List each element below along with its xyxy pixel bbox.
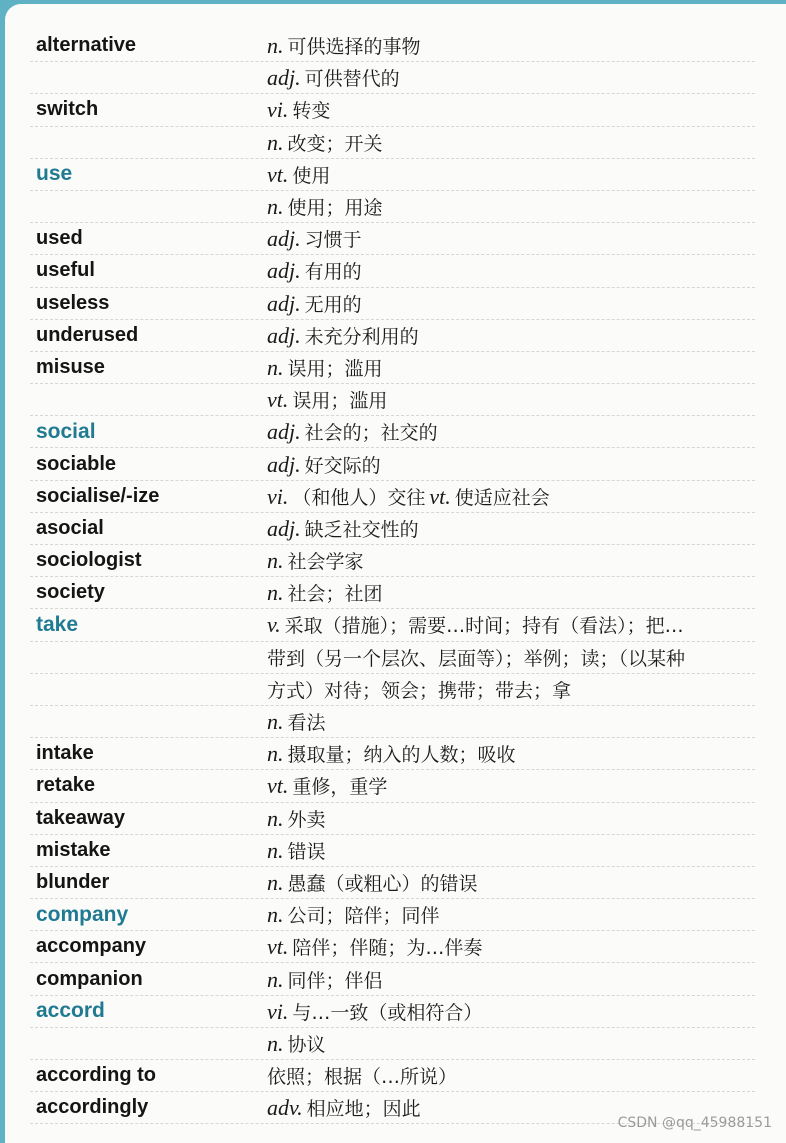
definition-text: 误用；滥用 xyxy=(292,390,388,413)
definition xyxy=(267,805,755,832)
word: sociable xyxy=(36,452,117,475)
entry-row xyxy=(30,545,755,577)
part-of-speech: vt. xyxy=(267,773,289,799)
entry-row xyxy=(30,931,755,963)
part-of-speech: adj. xyxy=(267,258,301,284)
definition-text: 可供选择的事物 xyxy=(287,36,421,59)
definition xyxy=(267,837,755,864)
vocabulary-list xyxy=(30,30,755,1124)
entry-row xyxy=(30,159,755,191)
definition-text: 有用的 xyxy=(304,261,362,284)
entry-row xyxy=(30,609,755,641)
definition-text: 社会学家 xyxy=(287,551,364,574)
definition-text: 社会的；社交的 xyxy=(304,422,438,445)
definition xyxy=(267,225,755,252)
part-of-speech: adj. xyxy=(267,65,301,91)
definition xyxy=(267,386,755,413)
part-of-speech: vt. xyxy=(267,387,289,413)
definition xyxy=(267,708,755,735)
entry-continuation-row xyxy=(30,62,755,94)
headword: take xyxy=(36,612,79,636)
word: asocial xyxy=(36,516,104,539)
entry-row xyxy=(30,255,755,287)
headword: social xyxy=(36,419,96,443)
definition-text: 缺乏社交性的 xyxy=(304,518,419,541)
part-of-speech: adj. xyxy=(267,322,301,348)
entry-row xyxy=(30,481,755,513)
entry-row xyxy=(30,867,755,899)
part-of-speech: n. xyxy=(267,548,284,574)
definition xyxy=(267,579,755,606)
definition xyxy=(267,32,755,59)
part-of-speech: adj. xyxy=(267,226,301,252)
definition xyxy=(267,676,755,703)
entry-continuation-row xyxy=(30,706,755,738)
entry-continuation-row xyxy=(30,384,755,416)
part-of-speech: n. xyxy=(267,966,284,992)
definition-text: 与…一致（或相符合） xyxy=(292,1001,483,1024)
entry-row xyxy=(30,94,755,126)
definition xyxy=(267,611,755,638)
part-of-speech: n. xyxy=(267,354,284,380)
definition xyxy=(267,451,755,478)
definition-text: 使用 xyxy=(292,164,331,187)
definition xyxy=(267,418,755,445)
definition-text: 使适应社会 xyxy=(454,486,550,509)
word: companion xyxy=(36,967,143,990)
definition-text: 方式）对待；领会；携带；带去；拿 xyxy=(267,679,572,702)
definition xyxy=(267,547,755,574)
definition-text: 摄取量；纳入的人数；吸收 xyxy=(287,744,516,767)
definition xyxy=(267,96,755,123)
entry-row xyxy=(30,770,755,802)
part-of-speech: vi. xyxy=(267,97,289,123)
definition-text: 外卖 xyxy=(287,808,326,831)
part-of-speech: n. xyxy=(267,805,284,831)
word: underused xyxy=(36,323,139,346)
entry-row xyxy=(30,513,755,545)
part-of-speech: adj. xyxy=(267,515,301,541)
definition xyxy=(267,772,755,799)
word: accordingly xyxy=(36,1096,149,1119)
word: sociologist xyxy=(36,549,142,572)
entry-row xyxy=(30,288,755,320)
part-of-speech: vt. xyxy=(267,934,289,960)
part-of-speech: n. xyxy=(267,902,284,928)
entry-row xyxy=(30,738,755,770)
word: blunder xyxy=(36,870,110,893)
definition xyxy=(267,257,755,284)
part-of-speech: adv. xyxy=(267,1095,303,1121)
definition xyxy=(267,933,755,960)
watermark: CSDN @qq_45988151 xyxy=(617,1115,772,1131)
word: according to xyxy=(36,1064,157,1087)
definition-text: 误用；滥用 xyxy=(287,357,383,380)
definition-text: 陪伴；伴随；为…伴奏 xyxy=(292,937,483,960)
part-of-speech: vt. xyxy=(429,483,451,509)
entry-row xyxy=(30,577,755,609)
entry-continuation-row xyxy=(30,127,755,159)
definition xyxy=(267,966,755,993)
entry-continuation-row xyxy=(30,1028,755,1060)
entry-row xyxy=(30,963,755,995)
headword: accord xyxy=(36,999,105,1023)
definition-text: 改变；开关 xyxy=(287,132,383,155)
word: alternative xyxy=(36,34,137,57)
entry-row xyxy=(30,416,755,448)
entry-row xyxy=(30,30,755,62)
definition xyxy=(267,290,755,317)
definition-text: 未充分利用的 xyxy=(304,325,419,348)
definition-text: 习惯于 xyxy=(304,229,362,252)
definition-text: 无用的 xyxy=(304,293,362,316)
word: takeaway xyxy=(36,806,125,829)
definition xyxy=(267,515,755,542)
definition-text: 带到（另一个层次、层面等）；举例；读；（以某种 xyxy=(267,647,686,670)
part-of-speech: n. xyxy=(267,1030,284,1056)
definition-text: （和他人）交往 xyxy=(292,486,426,509)
entry-row xyxy=(30,899,755,931)
entry-row xyxy=(30,448,755,480)
part-of-speech: n. xyxy=(267,33,284,59)
part-of-speech: n. xyxy=(267,869,284,895)
entry-continuation-row xyxy=(30,674,755,706)
part-of-speech: vt. xyxy=(267,161,289,187)
part-of-speech: n. xyxy=(267,129,284,155)
part-of-speech: adj. xyxy=(267,419,301,445)
entry-row xyxy=(30,835,755,867)
part-of-speech: n. xyxy=(267,709,284,735)
part-of-speech: adj. xyxy=(267,451,301,477)
definition-text: 愚蠢（或粗心）的错误 xyxy=(287,872,478,895)
entry-continuation-row xyxy=(30,191,755,223)
definition-text: 好交际的 xyxy=(304,454,381,477)
headword: use xyxy=(36,162,73,186)
part-of-speech: v. xyxy=(267,612,281,638)
definition-text: 可供替代的 xyxy=(304,68,400,91)
definition xyxy=(267,998,755,1025)
definition xyxy=(267,354,755,381)
word: retake xyxy=(36,774,95,797)
definition xyxy=(267,322,755,349)
definition-text: 重修，重学 xyxy=(292,776,388,799)
entry-row xyxy=(30,803,755,835)
definition-text: 看法 xyxy=(287,712,326,735)
word: intake xyxy=(36,742,94,765)
definition xyxy=(267,129,755,156)
entry-row xyxy=(30,352,755,384)
definition-text: 相应地；因此 xyxy=(306,1098,421,1121)
definition xyxy=(267,1062,755,1089)
definition xyxy=(267,901,755,928)
definition xyxy=(267,161,755,188)
word: society xyxy=(36,581,105,604)
part-of-speech: n. xyxy=(267,194,284,220)
word: misuse xyxy=(36,355,105,378)
definition-text: 依照；根据（…所说） xyxy=(267,1066,458,1089)
definition xyxy=(267,644,755,671)
word: mistake xyxy=(36,838,111,861)
part-of-speech: n. xyxy=(267,741,284,767)
definition xyxy=(267,869,755,896)
definition-text: 公司；陪伴；同伴 xyxy=(287,905,440,928)
part-of-speech: adj. xyxy=(267,290,301,316)
definition xyxy=(267,483,755,510)
definition-text: 错误 xyxy=(287,840,326,863)
word: socialise/-ize xyxy=(36,484,160,507)
definition-text: 转变 xyxy=(292,100,331,123)
word: useless xyxy=(36,291,110,314)
part-of-speech: n. xyxy=(267,580,284,606)
word: useful xyxy=(36,259,95,282)
word: accompany xyxy=(36,935,147,958)
entry-row xyxy=(30,223,755,255)
definition xyxy=(267,64,755,91)
definition-text: 协议 xyxy=(287,1033,326,1056)
definition-text: 同伴；伴侣 xyxy=(287,969,383,992)
entry-row xyxy=(30,996,755,1028)
part-of-speech: vi. xyxy=(267,483,289,509)
word: used xyxy=(36,227,83,250)
headword: company xyxy=(36,902,129,926)
definition xyxy=(267,193,755,220)
definition-text: 采取（措施）；需要…时间；持有（看法）；把… xyxy=(284,615,684,638)
definition xyxy=(267,1030,755,1057)
vocabulary-page xyxy=(5,4,786,1143)
part-of-speech: vi. xyxy=(267,998,289,1024)
definition xyxy=(267,740,755,767)
definition-text: 使用；用途 xyxy=(287,197,383,220)
entry-row xyxy=(30,1060,755,1092)
definition-text: 社会；社团 xyxy=(287,583,383,606)
word: switch xyxy=(36,98,99,121)
entry-row xyxy=(30,320,755,352)
part-of-speech: n. xyxy=(267,837,284,863)
entry-continuation-row xyxy=(30,642,755,674)
